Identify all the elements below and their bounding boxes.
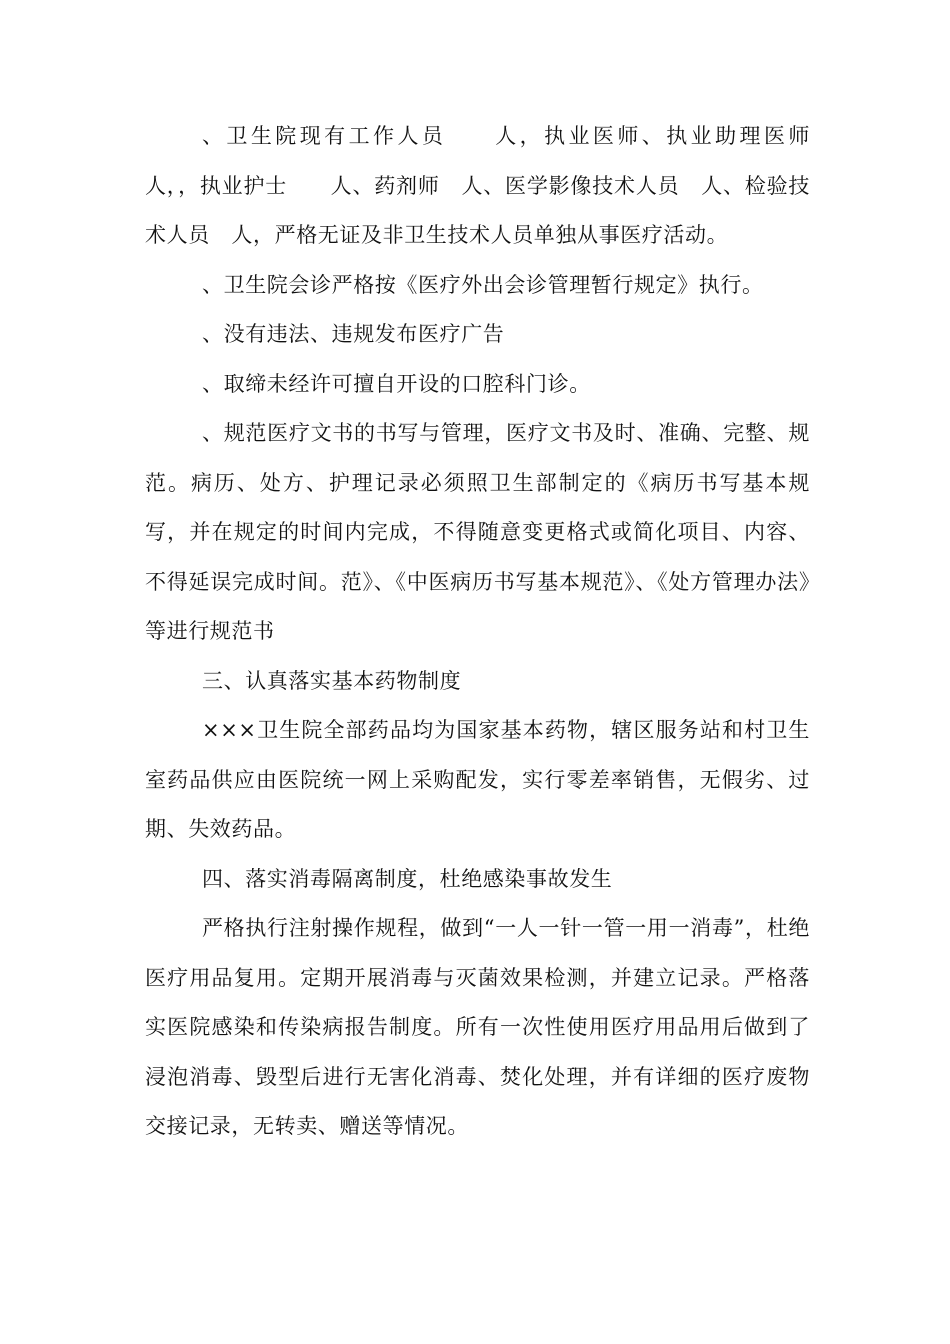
paragraph-disinfection: 严格执行注射操作规程，做到“一人一针一管一用一消毒”，杜绝医疗用品复用。定期开展消毒与灭菌效果检测，并建立记录。严格落实医院感染和传染病报告制度。所有一次性使用医疗用品用后做到了浸泡消毒、毁型后进行无害化消毒、焚化处理，并有详细的医疗废物交接记录，无转卖、赠送等情况。	[145, 916, 810, 1138]
section-heading-essential-drugs: 三、认真落实基本药物制度	[202, 668, 462, 693]
section-heading-disinfection: 四、落实消毒隔离制度，杜绝感染事故发生	[202, 866, 613, 891]
paragraph-advertising: 、没有违法、违规发布医疗广告	[202, 322, 505, 346]
paragraph-essential-drugs: ×××卫生院全部药品均为国家基本药物，辖区服务站和村卫生室药品供应由医院统一网上采购配发，实行零差率销售，无假劣、过期、失效药品。	[145, 718, 810, 841]
document-page	[145, 112, 854, 1152]
paragraph-staffing: 、卫生院现有工作人员 人，执业医师、执业助理医师 人，，执业护士 人、药剂师 人、医学影像技术人员 人、检验技术人员 人，严格无证及非卫生技术人员单独从事医疗活动。	[145, 124, 854, 247]
paragraph-consultation: 、卫生院会诊严格按《医疗外出会诊管理暂行规定》执行。	[202, 272, 764, 297]
paragraph-medical-documents: 、规范医疗文书的书写与管理，医疗文书及时、准确、完整、规范。病历、处方、护理记录必须照卫生部制定的《病历书写基本规写，并在规定的时间内完成，不得随意变更格式或简化项目、内容、不得延误完成时间。范》、《中医病历书写基本规范》、《处方管理办法》等进行规范书	[145, 421, 810, 643]
paragraph-dental-clinic: 、取缔未经许可擅自开设的口腔科门诊。	[202, 371, 591, 396]
